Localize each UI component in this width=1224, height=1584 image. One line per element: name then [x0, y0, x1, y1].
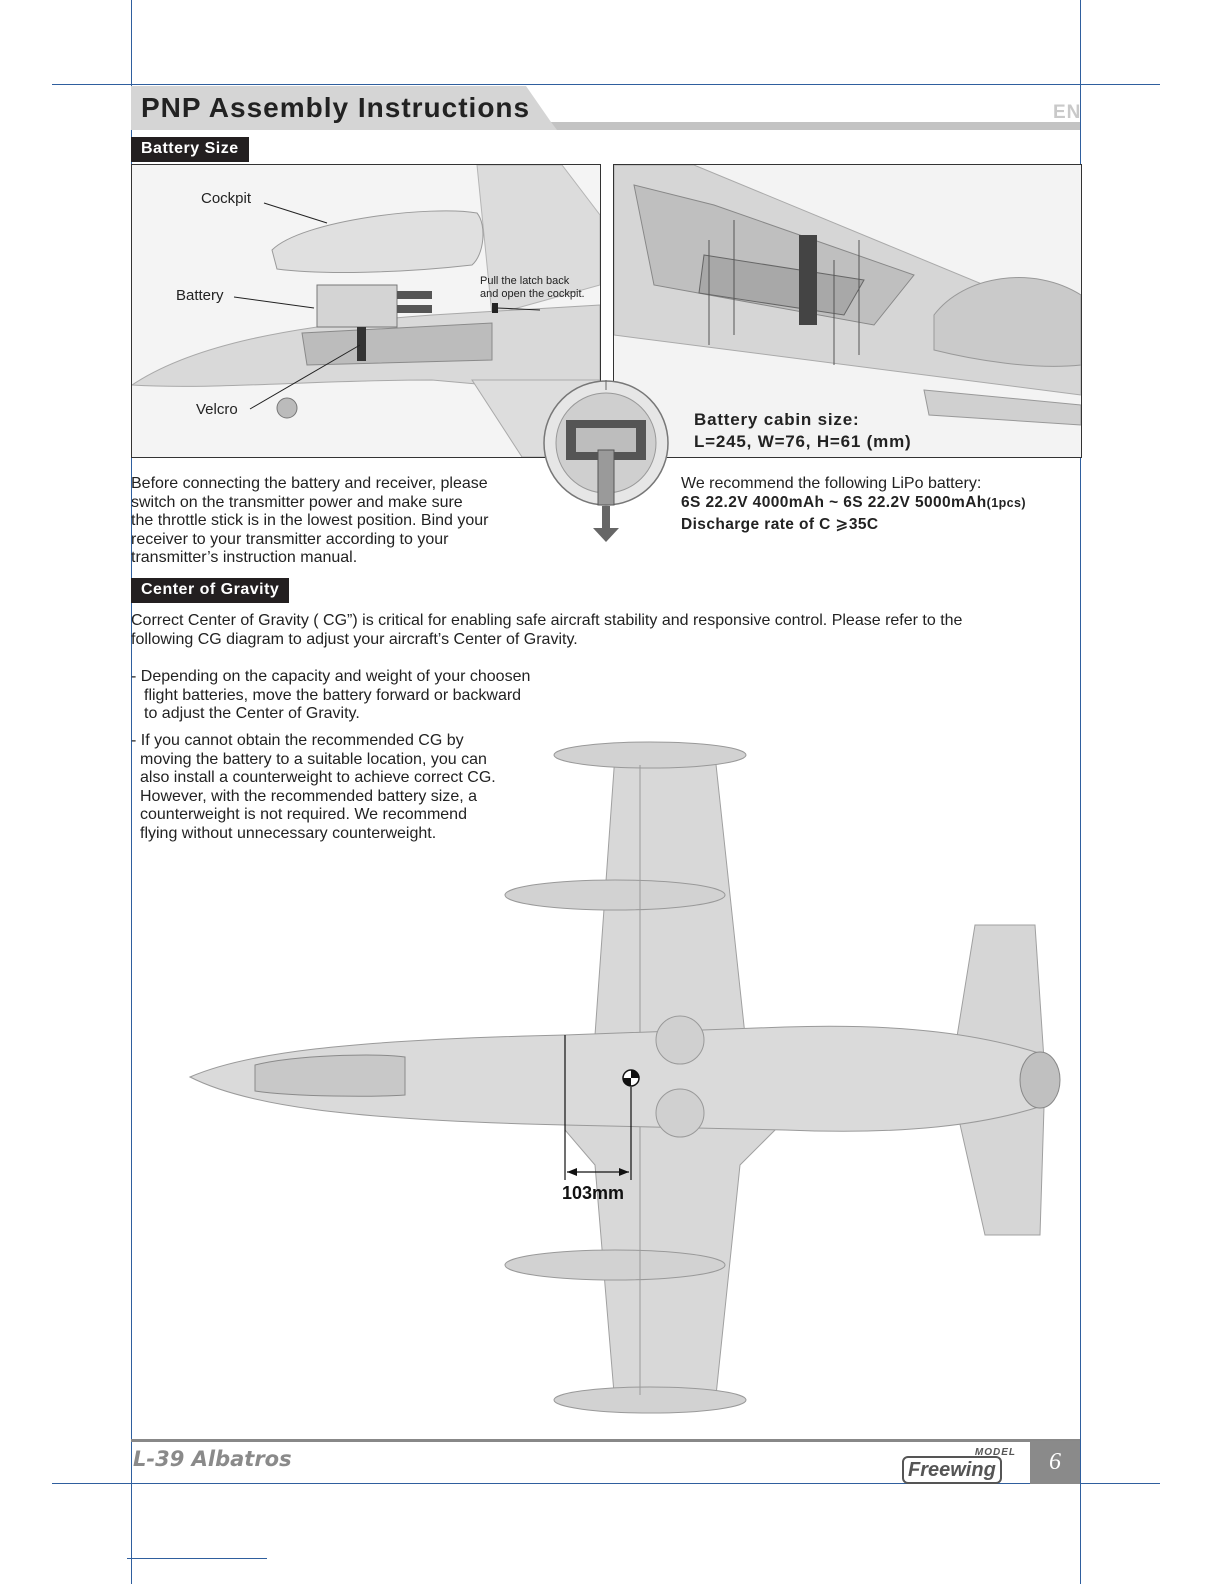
battery-size-heading: Battery Size	[131, 137, 249, 162]
latch-note-line-2: and open the cockpit.	[480, 288, 585, 300]
cg-bullet-line: - If you cannot obtain the recommended CG by	[131, 732, 464, 749]
instruction-line: receiver to your transmitter according to your	[131, 530, 449, 548]
instruction-line: transmitter’s instruction manual.	[131, 549, 358, 567]
discharge-rate: Discharge rate of C ⩾35C	[681, 516, 879, 533]
cg-intro-line: following CG diagram to adjust your aircraft’s Center of Gravity.	[131, 630, 578, 648]
cg-bullet-line: moving the battery to a suitable location, you can	[140, 750, 487, 768]
cabin-size-block	[694, 409, 911, 453]
aircraft-cg-diagram	[185, 735, 1075, 1425]
cg-bullet-line: flight batteries, move the battery forward or backward	[144, 686, 522, 704]
recommend-intro: We recommend the following LiPo battery:	[681, 475, 982, 492]
cg-bullet-line: counterweight is not required. We recommend	[140, 806, 467, 824]
crop-mark-bottom-left	[127, 1558, 267, 1559]
velcro-label: Velcro	[196, 401, 238, 418]
recommend-battery	[681, 494, 1026, 512]
center-of-gravity-heading: Center of Gravity	[131, 578, 289, 603]
model-name: L-39 Albatros	[133, 1447, 292, 1471]
page-title: PNP Assembly Instructions	[141, 92, 531, 123]
recommend-battery-spec: 6S 22.2V 4000mAh ~ 6S 22.2V 5000mAh	[681, 494, 987, 511]
instruction-line: Before connecting the battery and receiver, please	[131, 475, 488, 492]
cg-intro-line: Correct Center of Gravity ( CG”) is critical for enabling safe aircraft stability and responsive control. Please refer to the	[131, 612, 963, 629]
brand-name: Freewing	[902, 1456, 1002, 1484]
cg-intro	[131, 612, 1076, 649]
language-tag: EN	[1053, 102, 1082, 123]
battery-instructions	[131, 475, 489, 568]
cg-distance-label: 103mm	[562, 1183, 625, 1203]
page-number: 6	[1030, 1441, 1080, 1484]
cg-bullet-line: to adjust the Center of Gravity.	[144, 705, 360, 723]
latch-note	[480, 275, 585, 301]
brand-sub: MODEL	[974, 1447, 1016, 1458]
crop-line-top	[52, 84, 1160, 85]
cg-bullet-1	[131, 668, 530, 724]
cg-bullet-line: However, with the recommended battery size, a	[140, 787, 478, 805]
cg-bullet-line: also install a counterweight to achieve correct CG.	[140, 769, 496, 787]
cockpit-label: Cockpit	[201, 190, 252, 207]
instruction-line: switch on the transmitter power and make sure	[131, 493, 463, 511]
recommend-quantity: (1pcs)	[986, 496, 1026, 510]
cabin-size-value: L=245, W=76, H=61 (mm)	[694, 432, 912, 451]
latch-detail-inset	[541, 380, 671, 545]
instruction-line: the throttle stick is in the lowest position. Bind your	[131, 512, 489, 530]
brand-logo	[902, 1447, 1020, 1484]
cg-bullet-line: - Depending on the capacity and weight of your choosen	[131, 668, 531, 685]
footer-rule	[131, 1439, 1080, 1442]
cabin-size-title: Battery cabin size:	[694, 410, 860, 429]
latch-note-line-1: Pull the latch back	[480, 275, 570, 287]
cg-bullet-line: flying without unnecessary counterweight.	[140, 824, 437, 842]
battery-label: Battery	[176, 287, 224, 304]
